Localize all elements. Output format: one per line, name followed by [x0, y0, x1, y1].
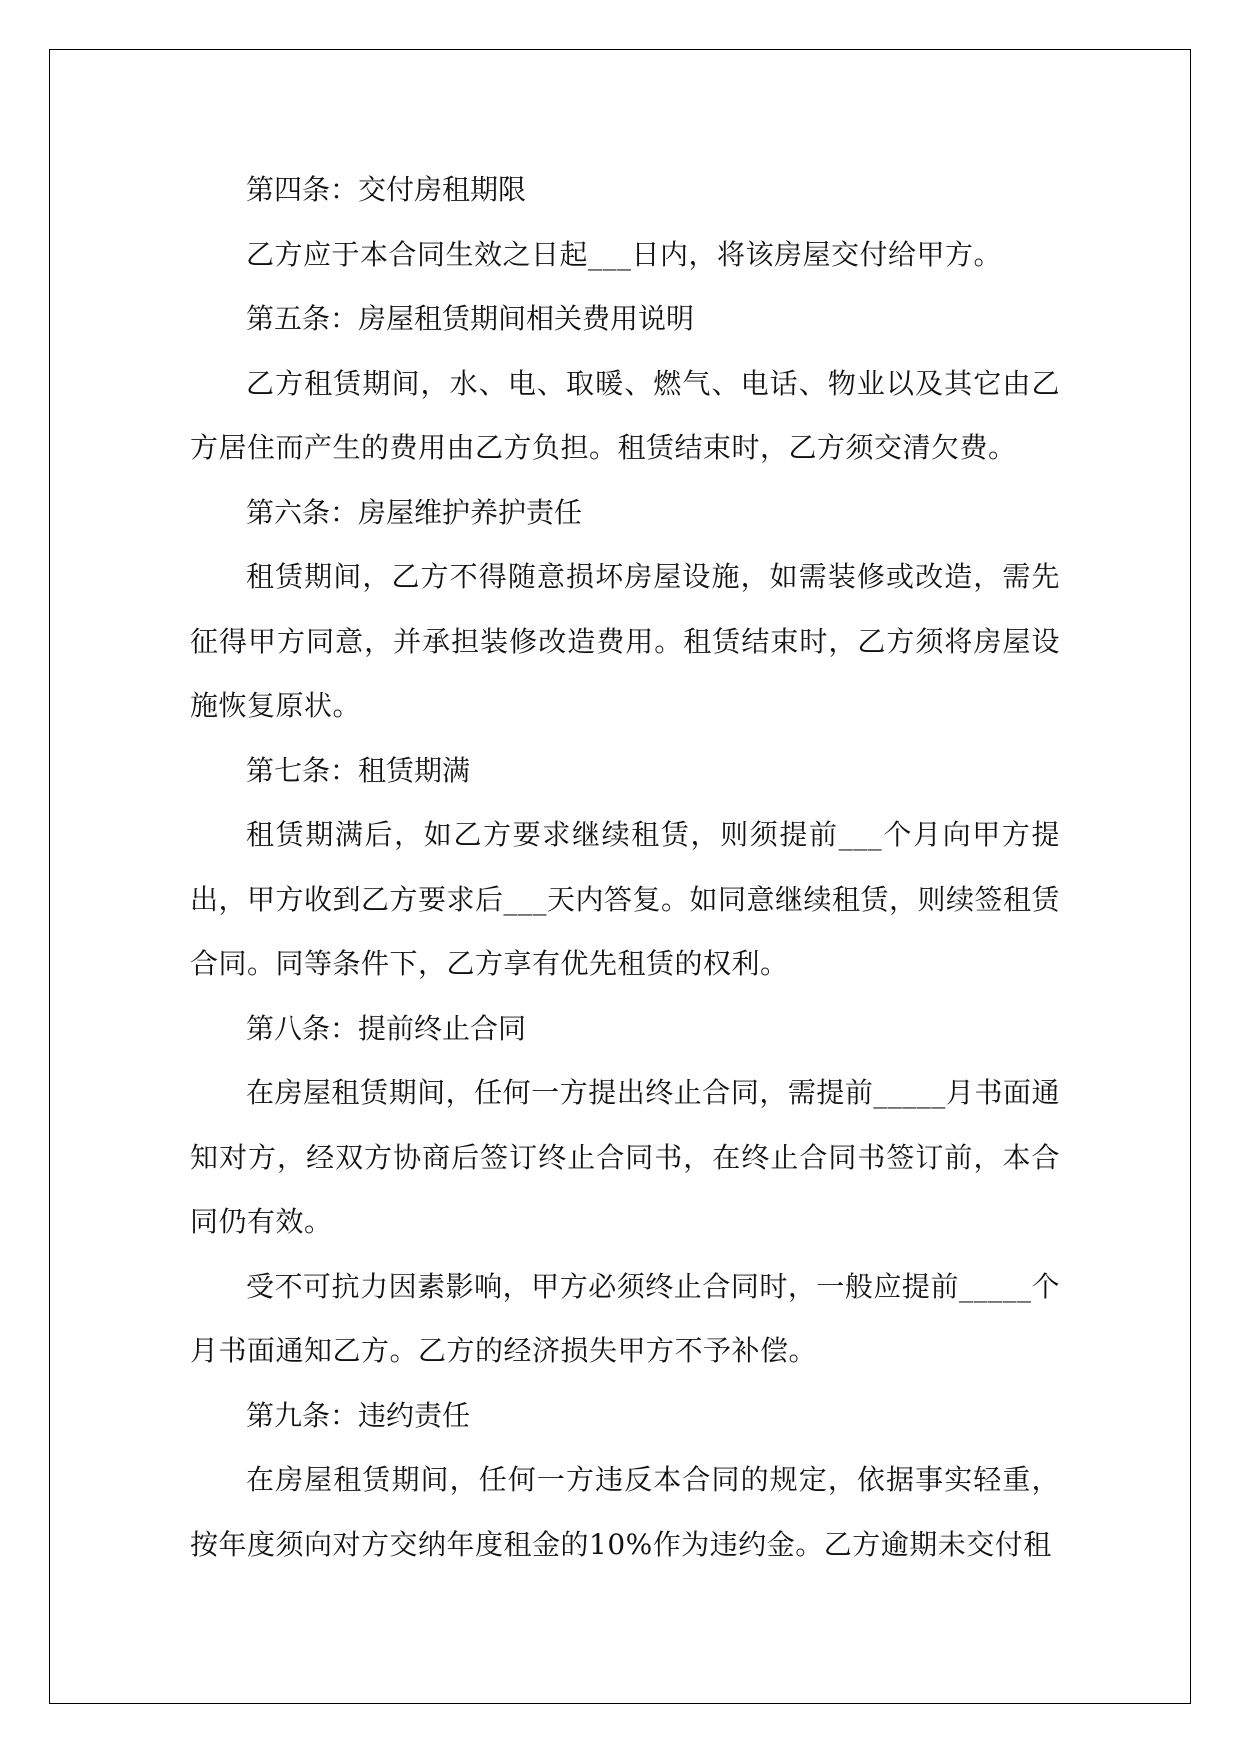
article-8-heading: 第八条：提前终止合同 — [246, 1011, 527, 1045]
article-8-text-1: 在房屋租赁期间，任何一方提出终止合同，需提前_____月书面通知对方，经双方协商后签订终止合同书，在终止合同书签订前，本合同仍有效。 — [190, 1076, 1060, 1238]
article-7-heading: 第七条：租赁期满 — [246, 753, 471, 787]
article-4-heading: 第四条：交付房租期限 — [246, 173, 527, 206]
article-6-text: 租赁期间，乙方不得随意损坏房屋设施，如需装修或改造，需先征得甲方同意，并承担装修改造费用。租赁结束时，乙方须将房屋设施恢复原状。 — [190, 560, 1060, 722]
article-7-text: 租赁期满后，如乙方要求继续租赁，则须提前___个月向甲方提出，甲方收到乙方要求后___天内答复。如同意继续租赁，则续签租赁合同。同等条件下，乙方享有优先租赁的权利。 — [190, 818, 1061, 980]
article-6-heading: 第六条：房屋维护养护责任 — [246, 495, 583, 529]
document-body — [190, 158, 1060, 1577]
article-4-text: 乙方应于本合同生效之日起___日内，将该房屋交付给甲方。 — [246, 237, 1003, 271]
article-9-text: 在房屋租赁期间，任何一方违反本合同的规定，依据事实轻重，按年度须向对方交纳年度租金的10%作为违约金。乙方逾期未交付租 — [190, 1463, 1060, 1561]
article-5-text: 乙方租赁期间，水、电、取暖、燃气、电话、物业以及其它由乙方居住而产生的费用由乙方负担。租赁结束时，乙方须交清欠费。 — [190, 366, 1060, 464]
article-8-text-2: 受不可抗力因素影响，甲方必须终止合同时，一般应提前_____个月书面通知乙方。乙方的经济损失甲方不予补偿。 — [190, 1269, 1060, 1367]
article-9-heading: 第九条：违约责任 — [246, 1398, 471, 1432]
article-5-heading: 第五条：房屋租赁期间相关费用说明 — [246, 302, 695, 335]
